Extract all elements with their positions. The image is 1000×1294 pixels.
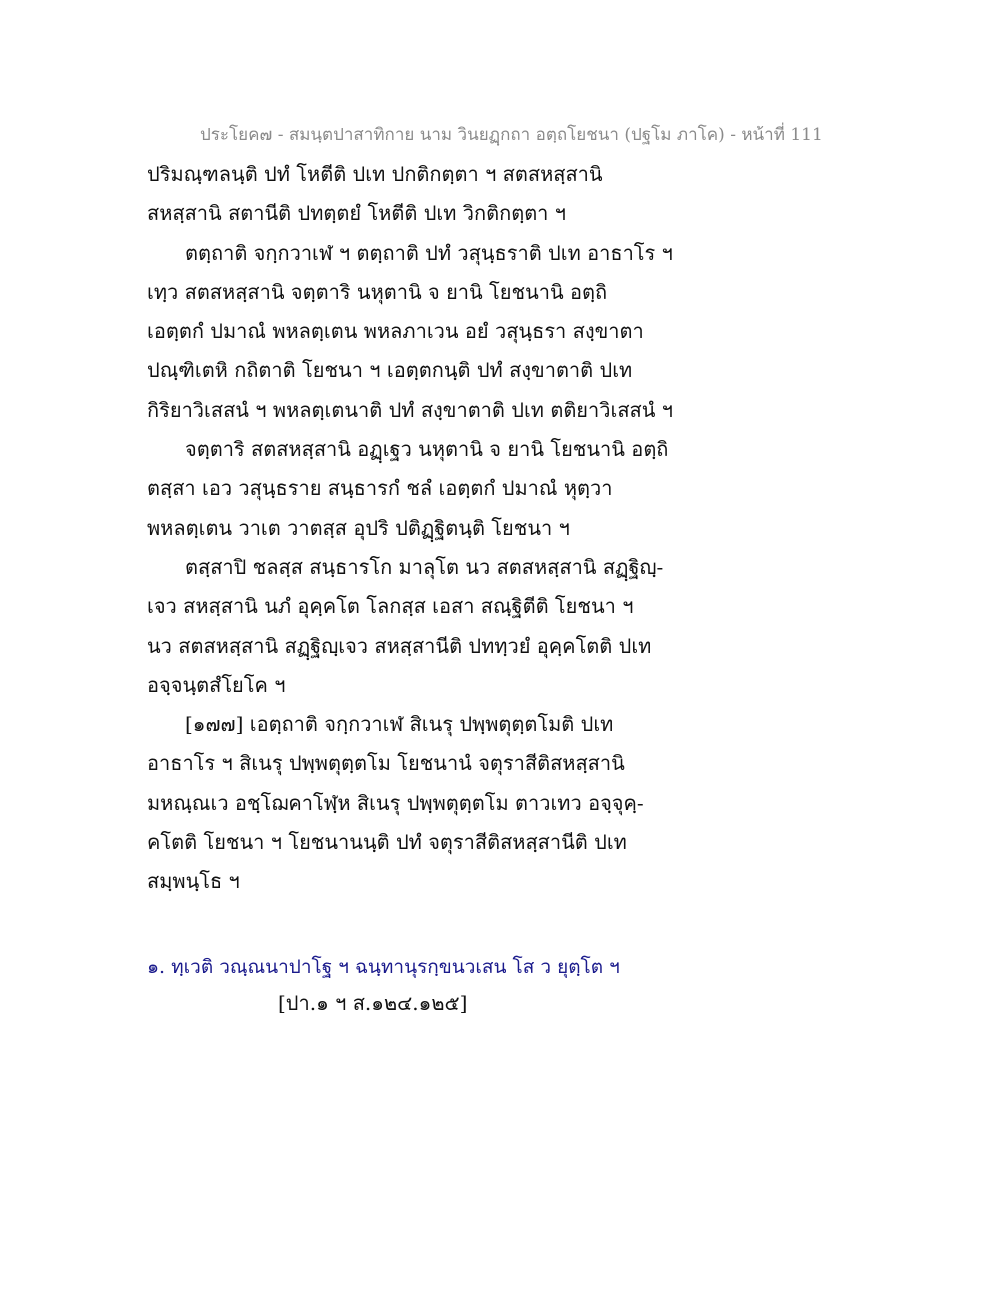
body-text: [147, 155, 847, 902]
text-line: เจว สหสฺสานิ นภํ อุคฺคโต โลกสฺส เอสา สณฺฐิตีติ โยชนา ฯ: [147, 594, 634, 619]
text-line: จตฺตาริ สตสหสฺสานิ อฏฺเฐว นหุตานิ จ ยานิ โยชนานิ อตฺถิ: [185, 437, 669, 462]
text-line: สมฺพนฺโธ ฯ: [147, 869, 240, 894]
text-line: มหณฺณเว อชฺโฌคาโฬฺห สิเนรุ ปพฺพตุตฺตโม ตาวเทว อจฺจุคฺ-: [147, 790, 644, 815]
page-reference: [ปา.๑ ฯ ส.๑๒๔.๑๒๕]: [278, 991, 468, 1015]
text-line: เอตฺตกํ ปมาณํ พหลตฺเตน พหลภาเวน อยํ วสุนฺธรา สงฺขาตา: [147, 319, 644, 344]
footnote: ๑. ทฺเวติ วณฺณนาปาโฐ ฯ ฉนฺทานุรกฺขนวเสน โส ว ยุตฺโต ฯ: [147, 956, 620, 978]
text-line: นว สตสหสฺสานิ สฏฺฐิญฺเจว สหสฺสานีติ ปททฺวยํ อุคฺคโตติ ปเท: [147, 633, 652, 658]
text-line: อาธาโร ฯ สิเนรุ ปพฺพตุตฺตโม โยชนานํ จตุราสีติสหสฺสานิ: [147, 751, 625, 776]
text-line: ตสฺสา เอว วสุนฺธราย สนฺธารกํ ชลํ เอตฺตกํ ปมาณํ หุตฺวา: [147, 476, 613, 501]
text-line: เทฺว สตสหสฺสานิ จตฺตาริ นหุตานิ จ ยานิ โยชนานิ อตฺถิ: [147, 279, 608, 304]
text-line: ตตฺถาติ จกฺกวาเฬ ฯ ตตฺถาติ ปทํ วสุนฺธราติ ปเท อาธาโร ฯ: [185, 240, 673, 265]
text-line: ปริมณฺฑลนฺติ ปทํ โหตีติ ปเท ปกติกตฺตา ฯ สตสหสฺสานิ: [147, 162, 603, 186]
text-line: คโตติ โยชนา ฯ โยชนานนฺติ ปทํ จตุราสีติสหสฺสานีติ ปเท: [147, 830, 627, 855]
text-line: ตสฺสาปิ ชลสฺส สนฺธารโก มาลุโต นว สตสหสฺสานิ สฏฺฐิญฺ-: [185, 554, 664, 579]
text-line: กิริยาวิเสสนํ ฯ พหลตฺเตนาติ ปทํ สงฺขาตาติ ปเท ตติยาวิเสสนํ ฯ: [147, 397, 673, 422]
text-line: [๑๗๗] เอตฺถาติ จกฺกวาเฬ สิเนรุ ปพฺพตุตฺตโมติ ปเท: [185, 712, 614, 737]
text-line: สหสฺสานิ สตานีติ ปทตฺตยํ โหตีติ ปเท วิกติกตฺตา ฯ: [147, 201, 567, 226]
text-line: ปณฺฑิเตหิ กถิตาติ โยชนา ฯ เอตฺตกนฺติ ปทํ สงฺขาตาติ ปเท: [147, 358, 633, 383]
page-header: ประโยค๗ - สมนฺตปาสาทิกาย นาม วินยฏฺกถา อตฺถโยชนา (ปฐโม ภาโค) - หน้าที่ 111: [200, 125, 823, 145]
text-line: อจฺจนฺตสํโยโค ฯ: [147, 672, 286, 697]
text-line: พหลตฺเตน วาเต วาตสฺส อุปริ ปติฏฺฐิตนฺติ โยชนา ฯ: [147, 515, 570, 540]
